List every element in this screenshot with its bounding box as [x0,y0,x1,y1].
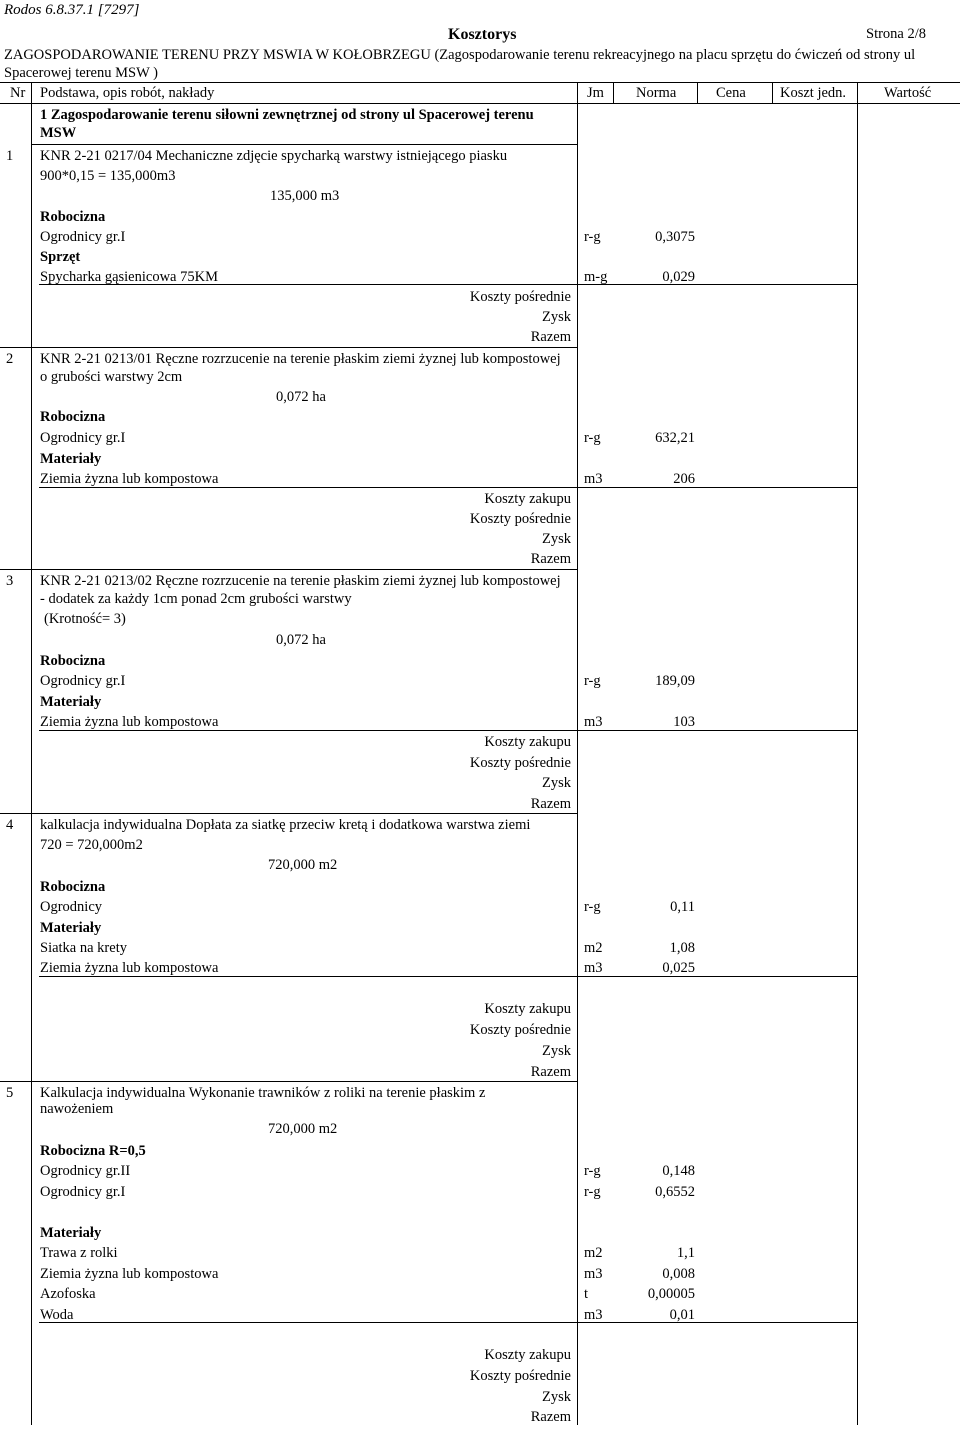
purchase-costs-label: Koszty zakupu [484,734,571,750]
labor-header: Robocizna [40,653,106,669]
resource-name: Ogrodnicy gr.I [40,673,126,689]
materials-header: Materiały [40,1225,102,1241]
indirect-costs-label: Koszty pośrednie [469,289,571,305]
item-description: KNR 2-21 0213/01 Ręczne rozrzucenie na terenie płaskim ziemi żyznej lub kompostowej [40,351,561,367]
labor-header: Robocizna [40,409,106,425]
resource-norm: 0,00005 [647,1286,695,1302]
indirect-costs-label: Koszty pośrednie [469,755,571,771]
item-quantity: 720,000 m2 [268,857,338,873]
resource-name: Ziemia żyzna lub kompostowa [40,1266,219,1282]
project-title-line1: ZAGOSPODAROWANIE TERENU PRZY MSWIA W KOŁOBRZEGU (Zagospodarowanie terenu rekreacyjnego na placu sprzętu do ćwiczeń od strony ul [4,47,916,63]
total-label: Razem [530,796,571,812]
profit-label: Zysk [542,309,571,325]
equipment-header: Sprzęt [40,249,81,265]
item-number: 4 [6,817,14,833]
profit-label: Zysk [542,775,571,791]
resource-name: Ziemia żyzna lub kompostowa [40,960,219,976]
resource-name: Siatka na krety [40,940,127,956]
resource-norm: 0,6552 [655,1184,695,1200]
item-multiplier: (Krotność= 3) [44,611,126,627]
resource-unit: t [584,1286,589,1302]
materials-header: Materiały [40,920,102,936]
resource-unit: r-g [584,430,601,446]
col-header-cena: Cena [716,85,746,101]
indirect-costs-label: Koszty pośrednie [469,1368,571,1384]
item-description: KNR 2-21 0217/04 Mechaniczne zdjęcie spycharką warstwy istniejącego piasku [40,148,508,164]
item-quantity: 135,000 m3 [270,188,340,204]
resource-unit: m3 [584,714,603,730]
item-number: 3 [6,573,14,589]
resource-unit: r-g [584,1184,601,1200]
col-header-nr: Nr [10,85,26,101]
col-header-wartosc: Wartość [884,85,932,101]
resource-unit: r-g [584,229,601,245]
col-header-norma: Norma [636,85,677,101]
project-title-line2: Spacerowej terenu MSW ) [4,65,158,81]
resource-unit: m3 [584,960,603,976]
item-number: 1 [6,148,14,164]
resource-unit: m3 [584,1307,603,1323]
item-quantity: 0,072 ha [276,389,326,405]
resource-unit: m2 [584,940,603,956]
resource-norm: 632,21 [655,430,695,446]
item-description: KNR 2-21 0213/02 Ręczne rozrzucenie na terenie płaskim ziemi żyznej lub kompostowej [40,573,561,589]
resource-norm: 0,008 [662,1266,695,1282]
resource-name: Woda [40,1307,74,1323]
item-quantity-calc: 720 = 720,000m2 [40,837,143,853]
resource-name: Spycharka gąsienicowa 75KM [40,269,218,285]
resource-unit: m2 [584,1245,603,1261]
resource-norm: 0,148 [662,1163,695,1179]
resource-name: Ziemia żyzna lub kompostowa [40,471,219,487]
col-header-jm: Jm [587,85,604,101]
indirect-costs-label: Koszty pośrednie [469,511,571,527]
item-description: kalkulacja indywidualna Dopłata za siatkę przeciw kretą i dodatkowa warstwa ziemi [40,817,531,833]
resource-unit: m-g [584,269,608,285]
purchase-costs-label: Koszty zakupu [484,1347,571,1363]
profit-label: Zysk [542,1043,571,1059]
col-header-koszt-jedn: Koszt jedn. [780,85,847,101]
purchase-costs-label: Koszty zakupu [484,1001,571,1017]
resource-norm: 0,01 [669,1307,695,1323]
resource-unit: r-g [584,673,601,689]
resource-norm: 0,3075 [655,229,695,245]
resource-unit: m3 [584,471,603,487]
section-title-cont: MSW [40,125,77,141]
total-label: Razem [530,551,571,567]
labor-header: Robocizna [40,879,106,895]
profit-label: Zysk [542,531,571,547]
item-number: 5 [6,1085,14,1101]
resource-norm: 0,029 [662,269,695,285]
profit-label: Zysk [542,1389,571,1405]
indirect-costs-label: Koszty pośrednie [469,1022,571,1038]
resource-name: Ogrodnicy [40,899,103,915]
resource-norm: 0,025 [662,960,695,976]
resource-norm: 206 [673,471,695,487]
resource-norm: 189,09 [655,673,695,689]
item-quantity: 720,000 m2 [268,1121,338,1137]
resource-name: Ogrodnicy gr.I [40,229,126,245]
resource-name: Trawa z rolki [40,1245,118,1261]
total-label: Razem [530,329,571,345]
resource-name: Ziemia żyzna lub kompostowa [40,714,219,730]
document-title: Kosztorys [448,26,517,43]
resource-norm: 103 [673,714,695,730]
materials-header: Materiały [40,451,102,467]
item-number: 2 [6,351,14,367]
labor-header: Robocizna R=0,5 [40,1143,146,1159]
app-title: Rodos 6.8.37.1 [7297] [4,2,140,18]
section-title: 1 Zagospodarowanie terenu siłowni zewnętrznej od strony ul Spacerowej terenu [40,107,534,123]
resource-unit: r-g [584,1163,601,1179]
purchase-costs-label: Koszty zakupu [484,491,571,507]
resource-norm: 0,11 [670,899,695,915]
resource-name: Ogrodnicy gr.II [40,1163,131,1179]
item-quantity: 0,072 ha [276,632,326,648]
total-label: Razem [530,1064,571,1080]
resource-norm: 1,08 [669,940,695,956]
item-description: Kalkulacja indywidualna Wykonanie trawników z roliki na terenie płaskim z [40,1085,486,1101]
materials-header: Materiały [40,694,102,710]
total-label: Razem [530,1409,571,1425]
item-description-cont: o grubości warstwy 2cm [40,369,183,385]
item-description-cont: nawożeniem [40,1101,114,1117]
col-header-basis: Podstawa, opis robót, nakłady [40,85,215,101]
item-quantity-calc: 900*0,15 = 135,000m3 [40,168,176,184]
resource-unit: m3 [584,1266,603,1282]
resource-unit: r-g [584,899,601,915]
item-description-cont: - dodatek za każdy 1cm ponad 2cm grubości warstwy [40,591,352,607]
labor-header: Robocizna [40,209,106,225]
resource-name: Ogrodnicy gr.I [40,430,126,446]
page-number: Strona 2/8 [866,26,927,42]
resource-name: Azofoska [40,1286,96,1302]
resource-norm: 1,1 [676,1245,695,1261]
resource-name: Ogrodnicy gr.I [40,1184,126,1200]
